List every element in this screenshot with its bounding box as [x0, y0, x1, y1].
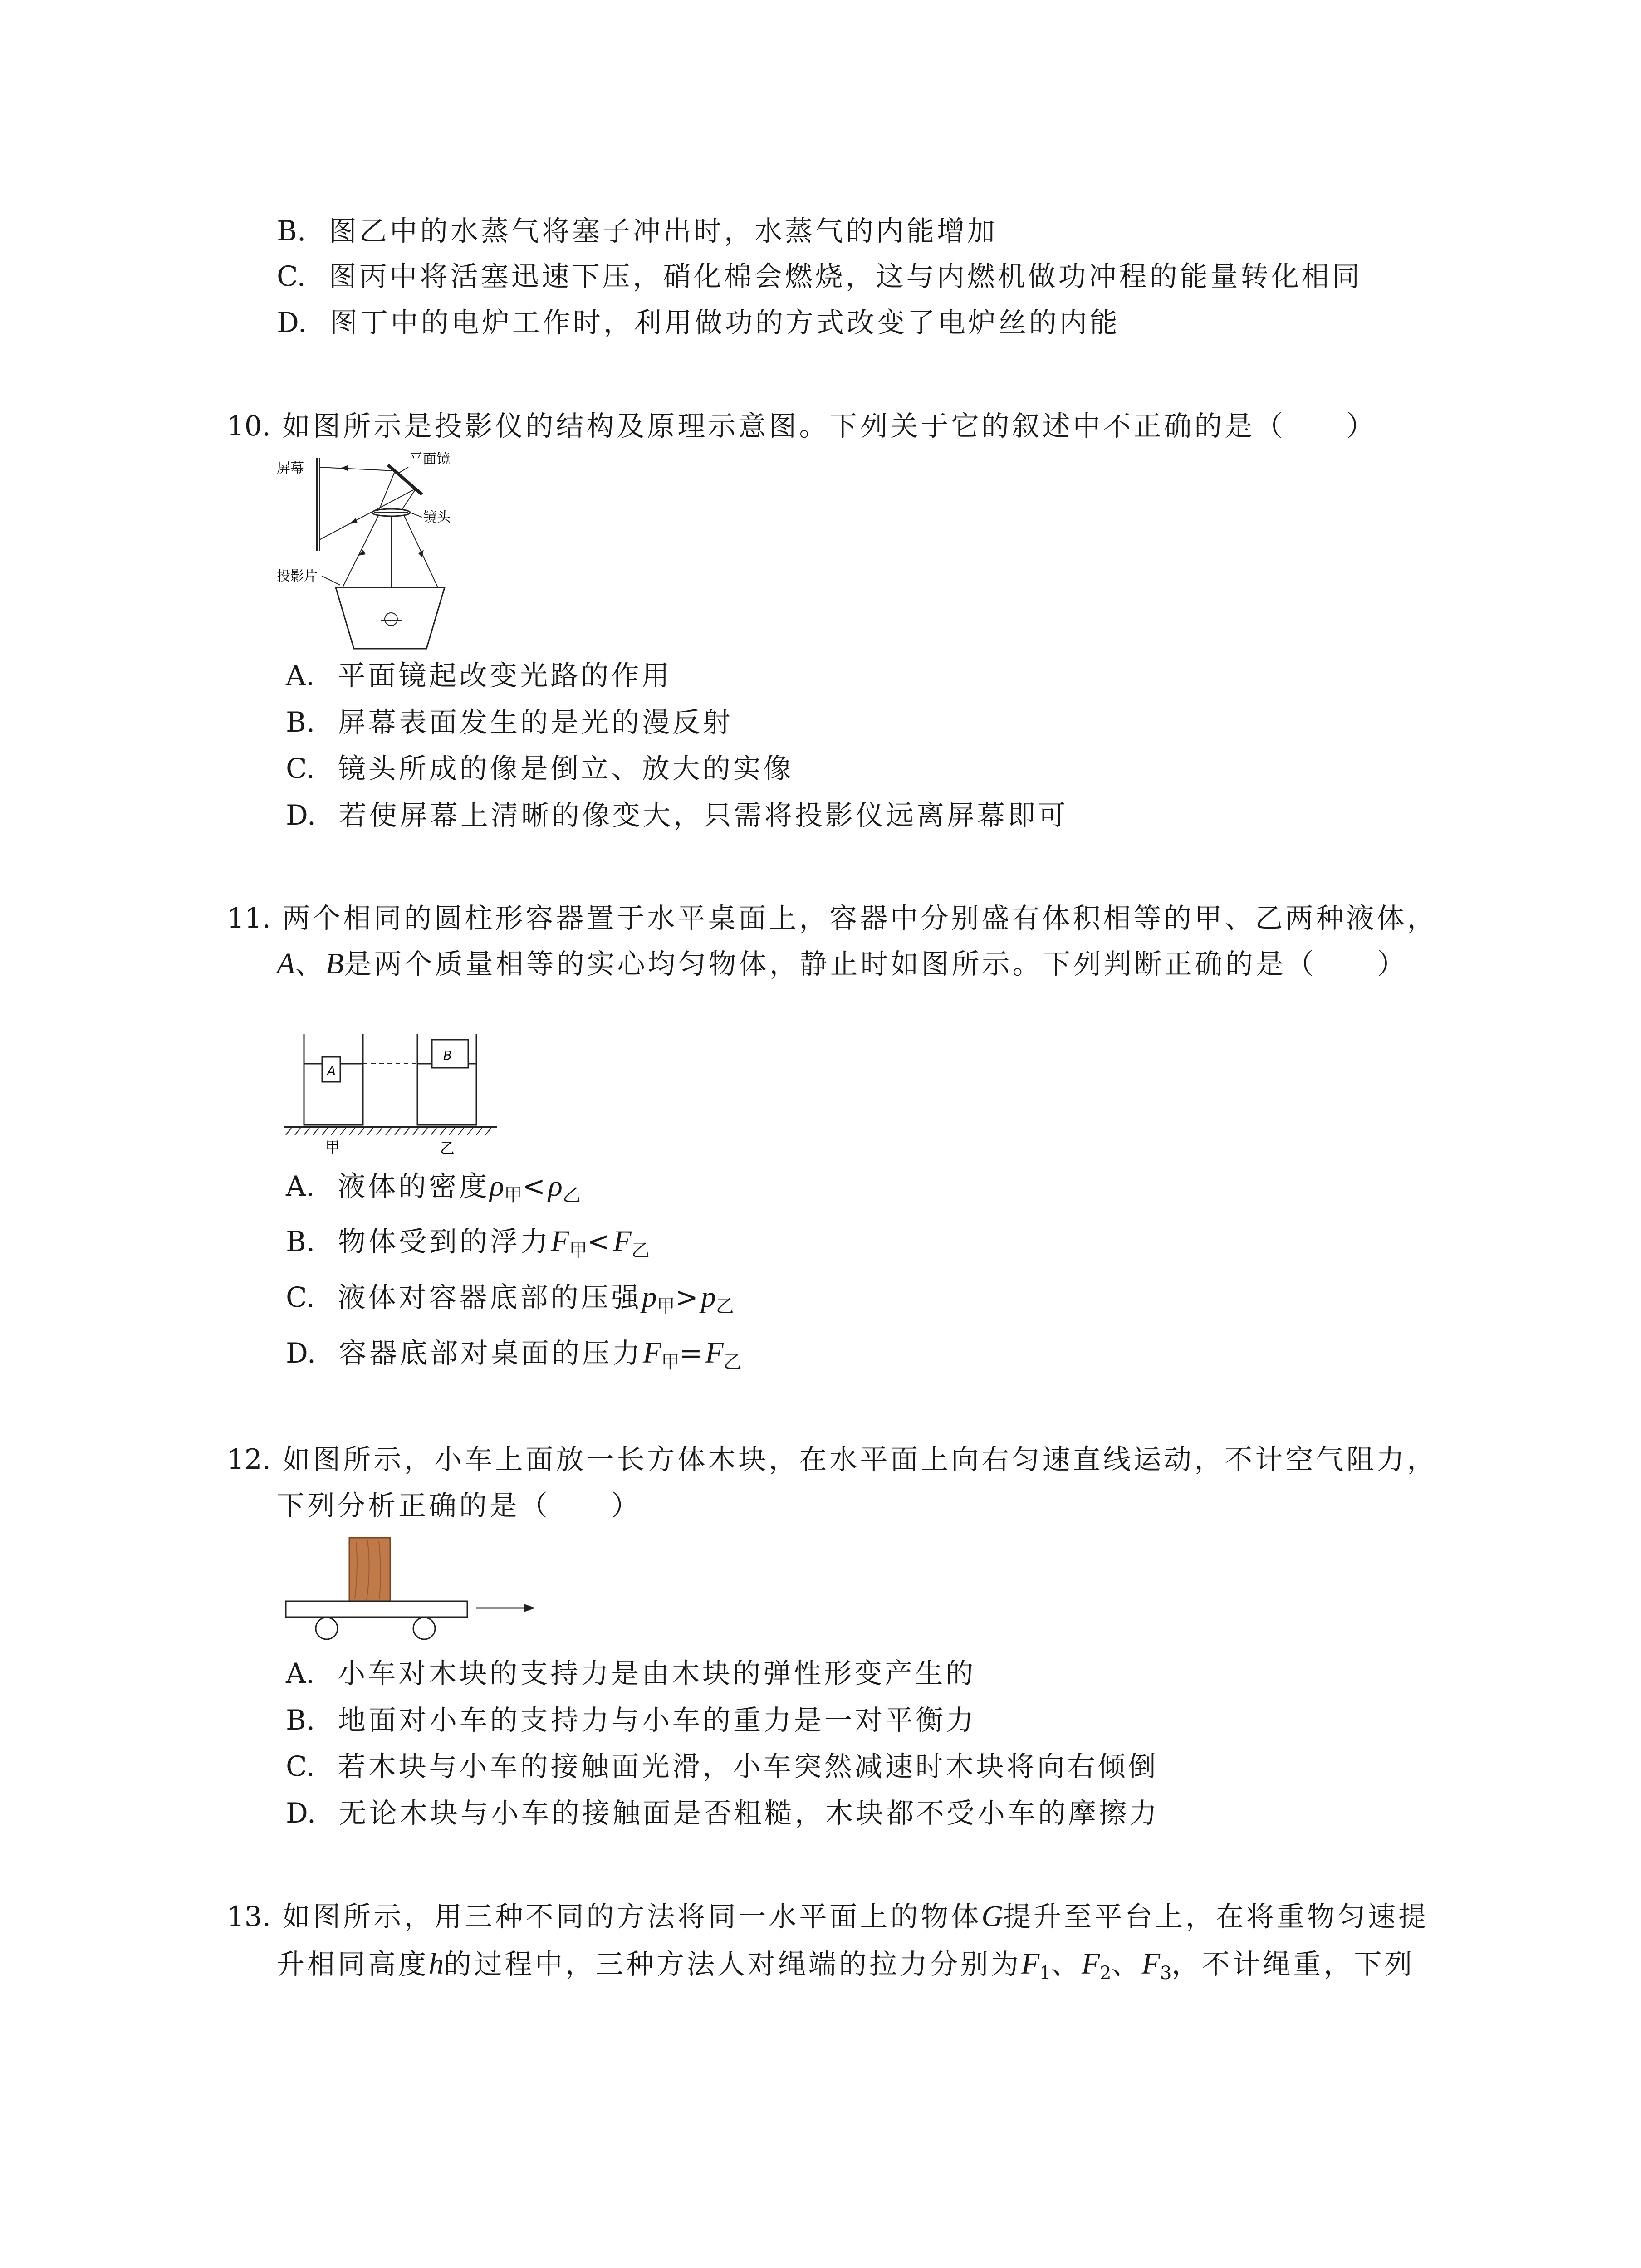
cart-diagram	[281, 1533, 544, 1651]
q12-option-a: A. 小车对木块的支持力是由木块的弹性形变产生的	[286, 1657, 976, 1690]
q11-option-c: C. 液体对容器底部的压强$p_甲>p_乙$	[286, 1281, 734, 1317]
q12-stem-line1: 12. 如图所示，小车上面放一长方体木块，在水平面上向右匀速直线运动，不计空气阻力，	[227, 1443, 1438, 1476]
q10-option-c: C. 镜头所成的像是倒立、放大的实像	[286, 753, 794, 785]
block-b-label: B	[443, 1048, 452, 1063]
q13-stem-line1: 13. 如图所示，用三种不同的方法将同一水平面上的物体G提升至平台上，在将重物匀速提	[227, 1900, 1429, 1933]
slide-label: 投影片	[277, 568, 318, 584]
q12-stem-line2: 下列分析正确的是（ ）	[277, 1490, 642, 1522]
q10-option-a: A. 平面镜起改变光路的作用	[286, 660, 672, 692]
q11-option-d: D. 容器底部对桌面的压力$F_甲=F_乙$	[286, 1336, 742, 1373]
q9-option-b: B. 图乙中的水蒸气将塞子冲出时，水蒸气的内能增加	[277, 215, 998, 247]
q10-option-b: B. 屏幕表面发生的是光的漫反射	[286, 706, 734, 738]
lens-label: 镜头	[423, 509, 451, 525]
screen-label: 屏幕	[277, 460, 304, 476]
mirror-label: 平面镜	[409, 451, 450, 467]
block-a-label: A	[327, 1063, 336, 1078]
q11-stem-line1: 11. 两个相同的圆柱形容器置于水平桌面上，容器中分别盛有体积相等的甲、乙两种液体，	[227, 902, 1438, 934]
projector-diagram	[272, 449, 508, 653]
container-yi-label: 乙	[440, 1139, 455, 1157]
q11-option-b: B. 物体受到的浮力$F_甲<F_乙$	[286, 1225, 650, 1261]
q13-stem-line2: 升相同高度h的过程中，三种方法人对绳端的拉力分别为$F_1$、$F_2$、$F_3$，不计绳重，下列	[277, 1947, 1415, 1984]
container-jia-label: 甲	[325, 1139, 340, 1156]
q9-option-c: C. 图丙中将活塞迅速下压，硝化棉会燃烧，这与内燃机做功冲程的能量转化相同	[277, 260, 1362, 293]
q11-stem-line2: A、B是两个质量相等的实心均匀物体，静止时如图所示。下列判断正确的是（ ）	[277, 947, 1408, 980]
q12-option-d: D. 无论木块与小车的接触面是否粗糙，木块都不受小车的摩擦力	[286, 1797, 1160, 1829]
q10-option-d: D. 若使屏幕上清晰的像变大，只需将投影仪远离屏幕即可	[286, 799, 1068, 831]
q12-option-c: C. 若木块与小车的接触面光滑，小车突然减速时木块将向右倾倒	[286, 1750, 1159, 1783]
q10-stem: 10. 如图所示是投影仪的结构及原理示意图。下列关于它的叙述中不正确的是（ ）	[227, 410, 1377, 442]
containers-diagram	[281, 1030, 499, 1161]
q12-option-b: B. 地面对小车的支持力与小车的重力是一对平衡力	[286, 1704, 977, 1736]
q9-option-d: D. 图丁中的电炉工作时，利用做功的方式改变了电炉丝的内能	[277, 307, 1120, 339]
q11-option-a: A. 液体的密度$\rho_甲<\rho_乙$	[286, 1169, 581, 1206]
